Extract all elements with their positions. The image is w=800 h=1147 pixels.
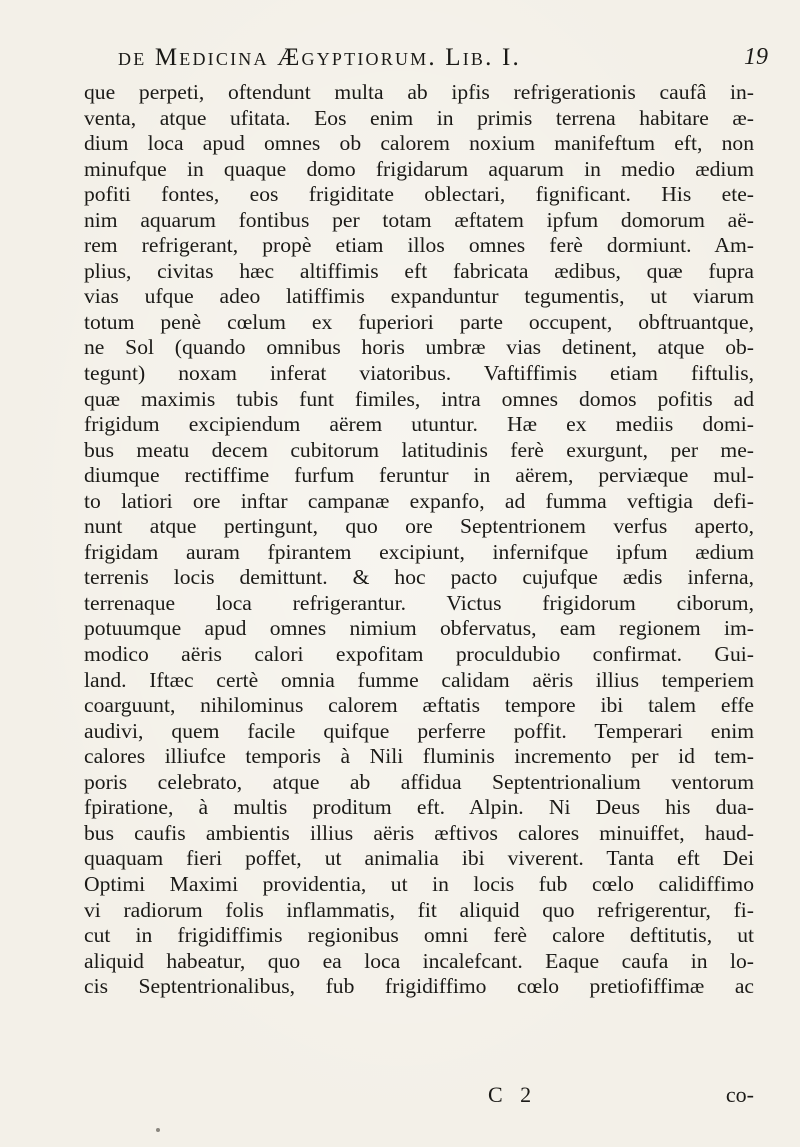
text-line: frigidum excipiendum aërem utuntur. Hæ ex mediis domi- [84,412,754,437]
text-line: modico aëris calori expofitam proculdubio confirmat. Gui- [84,642,754,667]
text-line: frigidam auram fpirantem excipiunt, infernifque ipfum ædium [84,539,754,564]
signature-mark: C 2 [488,1082,538,1107]
text-line: rem refrigerant, propè etiam illos omnes ferè dormiunt. Am- [84,233,754,258]
body-text [84,80,754,1000]
text-line: bus meatu decem cubitorum latitudinis ferè exurgunt, per me- [84,437,754,462]
running-title: de Medicina Ægyptiorum. Lib. I. [118,44,521,71]
page-number: 19 [744,44,768,70]
text-line: tegunt) noxam inferat viatoribus. Vaftiffimis etiam fiftulis, [84,361,754,386]
text-line: plius, civitas hæc altiffimis eft fabricata ædibus, quæ fupra [84,258,754,283]
text-line: diumque rectiffime furfum feruntur in aërem, perviæque mul- [84,463,754,488]
text-line: aliquid habeatur, quo ea loca incalefcant. Eaque caufa in lo- [84,948,754,973]
text-line: fpiratione, à multis proditum eft. Alpin. Ni Deus his dua- [84,795,754,820]
catchword: co- [725,1082,754,1107]
text-line: nim aquarum fontibus per totam æftatem ipfum domorum aë- [84,207,754,232]
page-header [118,44,768,78]
text-line: poris celebrato, atque ab affidua Septentrionalium ventorum [84,769,754,794]
text-line: audivi, quem facile quifque perferre poffit. Temperari enim [84,718,754,743]
text-line: land. Iftæc certè omnia fumme calidam aëris illius temperiem [84,667,754,692]
text-line: vi radiorum folis inflammatis, fit aliquid quo refrigerentur, fi- [84,897,754,922]
text-line: potuumque apud omnes nimium obfervatus, eam regionem im- [84,616,754,641]
text-line: bus caufis ambientis illius aëris æftivos calores minuiffet, haud- [84,820,754,845]
text-line: quæ maximis tubis funt fimiles, intra omnes domos pofitis ad [84,386,754,411]
text-line: nunt atque pertingunt, quo ore Septentrionem verfus aperto, [84,514,754,539]
text-line: terrenis locis demittunt. & hoc pacto cujufque ædis inferna, [84,565,754,590]
page-footer [84,1082,754,1110]
text-line: cut in frigidiffimis regionibus omni ferè calore deftitutis, ut [84,923,754,948]
text-line: dium loca apud omnes ob calorem noxium manifeftum eft, non [84,131,754,156]
text-line: coarguunt, nihilominus calorem æftatis tempore ibi talem effe [84,693,754,718]
text-line: pofiti fontes, eos frigiditate oblectari, fignificant. His ete- [84,182,754,207]
text-line: que perpeti, oftendunt multa ab ipfis refrigerationis caufâ in- [84,80,754,104]
text-line: vias ufque adeo latiffimis expanduntur tegumentis, ut viarum [84,284,754,309]
text-line: totum penè cœlum ex fuperiori parte occupent, obftruantque, [84,309,754,334]
text-line: quaquam fieri poffet, ut animalia ibi viverent. Tanta eft Dei [84,846,754,871]
text-line: minufque in quaque domo frigidarum aquarum in medio ædium [84,156,754,181]
text-line: calores illiufce temporis à Nili fluminis incremento per id tem- [84,744,754,769]
text-line: cis Septentrionalibus, fub frigidiffimo cœlo pretiofiffimæ ac [84,974,754,999]
text-line: venta, atque ufitata. Eos enim in primis terrena habitare æ- [84,105,754,130]
text-line: to latiori ore inftar campanæ expanfo, ad fumma veftigia defi- [84,488,754,513]
text-line: Optimi Maximi providentia, ut in locis fub cœlo calidiffimo [84,871,754,896]
ink-speck [156,1128,160,1132]
text-line: ne Sol (quando omnibus horis umbræ vias detinent, atque ob- [84,335,754,360]
text-line: terrenaque loca refrigerantur. Victus frigidorum ciborum, [84,590,754,615]
